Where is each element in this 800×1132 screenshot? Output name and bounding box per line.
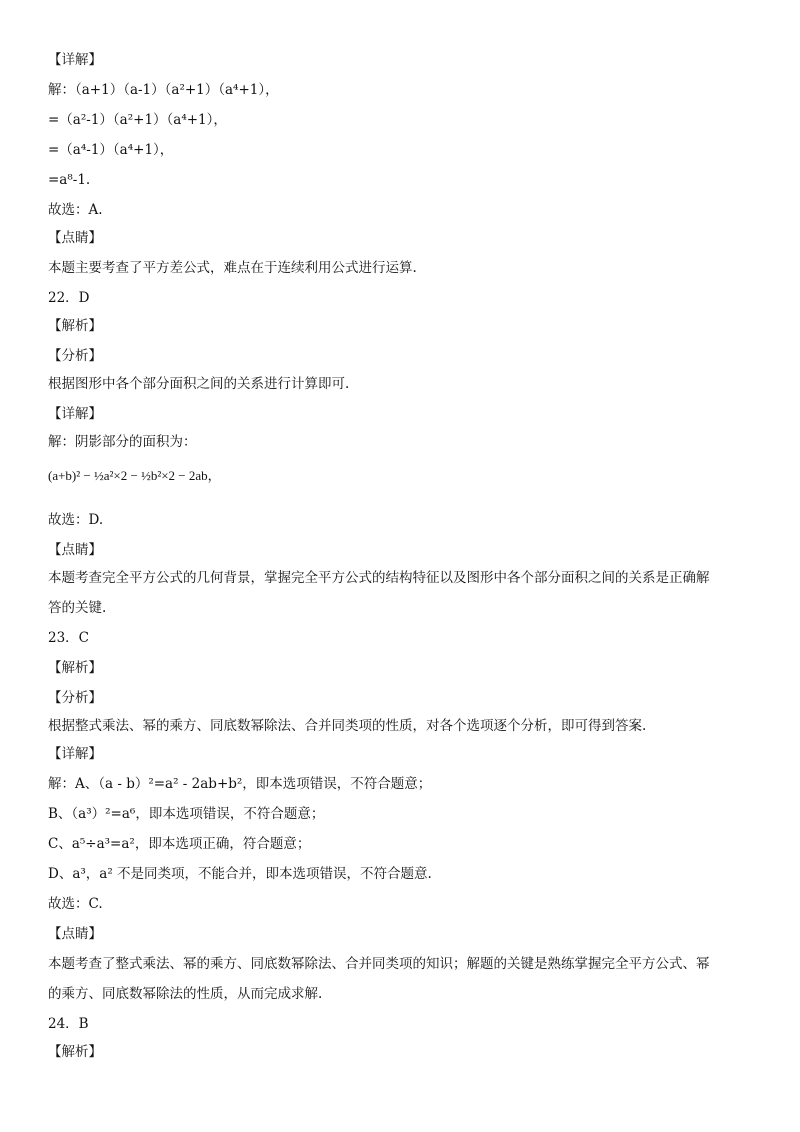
solution-step-2: =（a²-1）（a²+1）（a⁴+1）， <box>48 112 227 128</box>
section-heading-comment: 【点睛】 <box>48 926 102 942</box>
answer-line: 故选：A. <box>48 202 103 218</box>
section-heading-detail: 【详解】 <box>48 746 102 762</box>
analysis-text: 根据整式乘法、幂的乘方、同底数幂除法、合并同类项的性质，对各个选项逐个分析，即可得到答案. <box>48 718 647 734</box>
option-b-analysis: B、（a³）²=a⁶，即本选项错误，不符合题意； <box>48 806 325 822</box>
comment-text-cont: 的乘方、同底数幂除法的性质，从而完成求解. <box>48 986 323 1002</box>
section-heading-detail: 【详解】 <box>48 406 102 422</box>
solution-intro: 解：阴影部分的面积为： <box>48 434 197 450</box>
section-heading-comment: 【点睛】 <box>48 542 102 558</box>
section-heading-comment: 【点睛】 <box>48 230 102 246</box>
section-heading-breakdown: 【分析】 <box>48 690 102 706</box>
answer-line: 故选：C. <box>48 896 103 912</box>
section-heading-detail: 【详解】 <box>48 52 102 68</box>
solution-step-1: 解：（a+1）（a-1）（a²+1）（a⁴+1）， <box>48 82 279 98</box>
analysis-text: 根据图形中各个部分面积之间的关系进行计算即可. <box>48 376 350 392</box>
question-number-23: 23．C <box>48 630 90 646</box>
comment-text: 本题主要考查了平方差公式，难点在于连续利用公式进行运算. <box>48 260 417 276</box>
answer-line: 故选：D. <box>48 512 104 528</box>
comment-text: 本题考查完全平方公式的几何背景，掌握完全平方公式的结构特征以及图形中各个部分面积之间的关系是正确解 <box>48 570 710 586</box>
question-number-24: 24．B <box>48 1016 89 1032</box>
solution-step-4: =a⁸-1. <box>48 172 91 188</box>
section-heading-breakdown: 【分析】 <box>48 348 102 364</box>
option-a-analysis: 解：A、（a - b）²=a² - 2ab+b²，即本选项错误，不符合题意； <box>48 776 432 792</box>
option-d-analysis: D、a³，a² 不是同类项，不能合并，即本选项错误，不符合题意. <box>48 866 432 882</box>
comment-text-cont: 答的关键. <box>48 600 107 616</box>
comment-text: 本题考查了整式乘法、幂的乘方、同底数幂除法、合并同类项的知识；解题的关键是熟练掌握完全平方公式、幂 <box>48 956 710 972</box>
solution-step-3: =（a⁴-1）（a⁴+1）， <box>48 142 174 158</box>
area-formula: (a+b)² − ½a²×2 − ½b²×2 − 2ab， <box>48 468 221 483</box>
option-c-analysis: C、a⁵÷a³=a²，即本选项正确，符合题意； <box>48 836 311 852</box>
section-heading-analysis: 【解析】 <box>48 1044 102 1060</box>
section-heading-analysis: 【解析】 <box>48 660 102 676</box>
question-number-22: 22．D <box>48 290 90 306</box>
section-heading-analysis: 【解析】 <box>48 318 102 334</box>
